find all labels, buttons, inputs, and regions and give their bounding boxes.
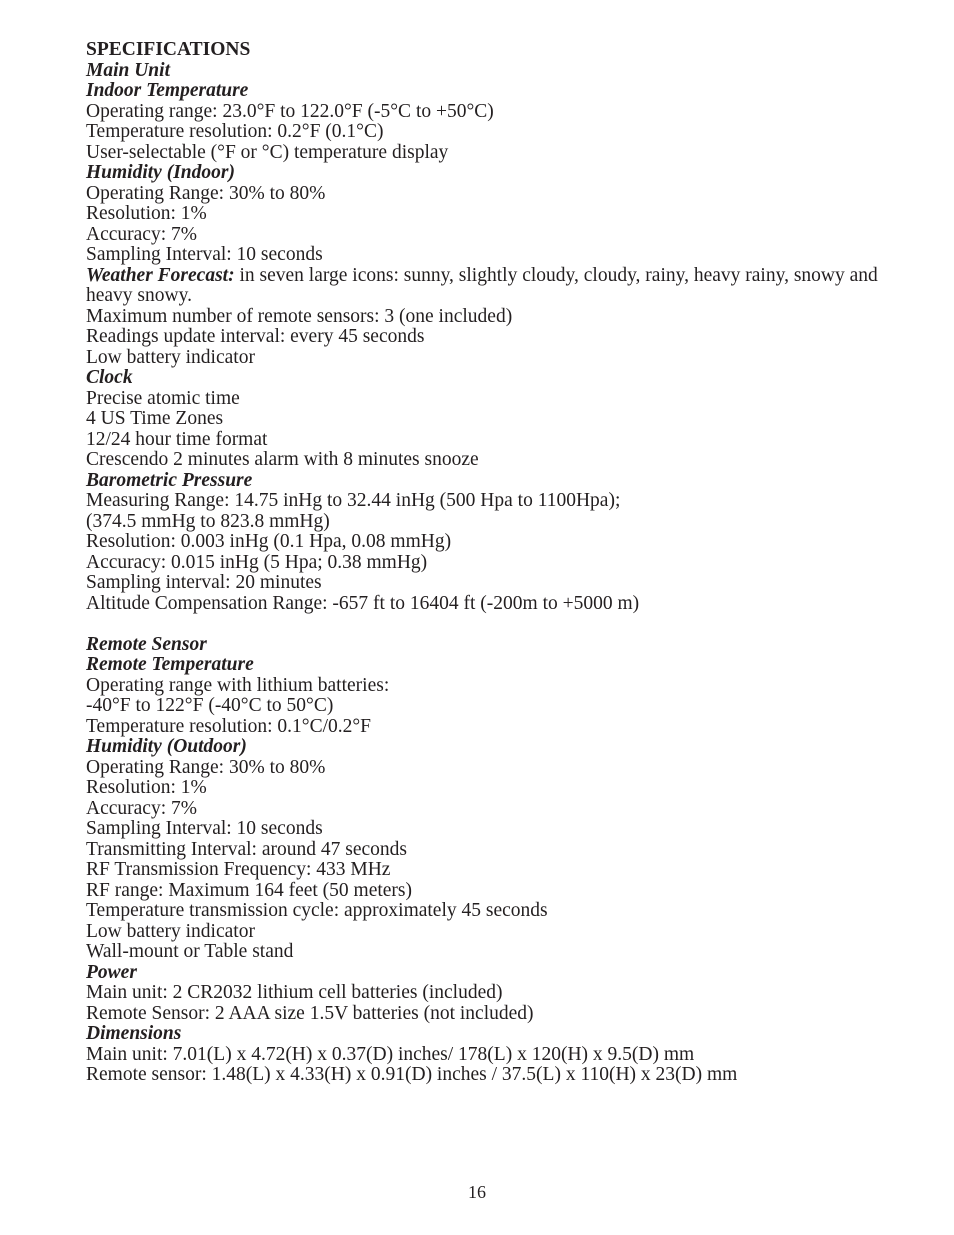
spec-line: Accuracy: 0.015 inHg (5 Hpa; 0.38 mmHg)	[86, 551, 428, 573]
spec-line: Crescendo 2 minutes alarm with 8 minutes snooze	[86, 449, 479, 470]
spec-line: Low battery indicator	[86, 920, 255, 942]
spec-line: Precise atomic time	[86, 387, 240, 409]
remote-temperature-heading: Remote Temperature	[86, 654, 254, 675]
spec-line: Operating range: 23.0°F to 122.0°F (-5°C to +50°C)	[86, 100, 494, 122]
weather-forecast-text: in seven large icons: sunny, slightly cloudy, cloudy, rainy, heavy rainy, snowy and heavy snowy.	[86, 264, 878, 306]
spec-line: Remote sensor: 1.48(L) x 4.33(H) x 0.91(D) inches / 37.5(L) x 110(H) x 23(D) mm	[86, 1064, 738, 1085]
spec-line: Operating range with lithium batteries:	[86, 674, 390, 696]
weather-forecast-label: Weather Forecast:	[86, 264, 235, 286]
spec-line: Low battery indicator	[86, 346, 255, 368]
humidity-indoor-heading: Humidity (Indoor)	[86, 162, 235, 183]
spec-line: Accuracy: 7%	[86, 223, 197, 245]
spec-line: Readings update interval: every 45 seconds	[86, 326, 425, 347]
spec-line: (374.5 mmHg to 823.8 mmHg)	[86, 510, 330, 532]
spec-line: Resolution: 1%	[86, 777, 207, 798]
spec-line: Sampling interval: 20 minutes	[86, 572, 322, 593]
spec-line: Measuring Range: 14.75 inHg to 32.44 inHg (500 Hpa to 1100Hpa);	[86, 490, 621, 511]
page-number: 16	[468, 1182, 486, 1202]
spec-line: User-selectable (°F or °C) temperature display	[86, 141, 449, 163]
spec-line: Operating Range: 30% to 80%	[86, 182, 326, 204]
spec-line: Sampling Interval: 10 seconds	[86, 244, 323, 265]
specifications-page	[86, 40, 886, 1086]
spec-line: Temperature resolution: 0.2°F (0.1°C)	[86, 121, 384, 142]
spec-line: Operating Range: 30% to 80%	[86, 756, 326, 778]
section-spacer	[86, 614, 886, 635]
remote-sensor-heading: Remote Sensor	[86, 633, 207, 655]
humidity-outdoor-heading: Humidity (Outdoor)	[86, 736, 247, 757]
spec-line: Main unit: 2 CR2032 lithium cell batteries (included)	[86, 982, 503, 1003]
page-title: SPECIFICATIONS	[86, 39, 251, 60]
spec-line: Maximum number of remote sensors: 3 (one included)	[86, 305, 513, 327]
spec-line: 4 US Time Zones	[86, 408, 224, 429]
dimensions-heading: Dimensions	[86, 1023, 182, 1044]
spec-line: -40°F to 122°F (-40°C to 50°C)	[86, 695, 334, 716]
spec-line: RF range: Maximum 164 feet (50 meters)	[86, 879, 413, 901]
clock-heading: Clock	[86, 367, 133, 388]
spec-line: Temperature transmission cycle: approximately 45 seconds	[86, 900, 548, 921]
spec-line: Transmitting Interval: around 47 seconds	[86, 838, 407, 860]
main-unit-heading: Main Unit	[86, 59, 170, 81]
spec-line: RF Transmission Frequency: 433 MHz	[86, 859, 391, 880]
spec-line: Resolution: 1%	[86, 203, 207, 224]
spec-line: Temperature resolution: 0.1°C/0.2°F	[86, 715, 372, 737]
spec-line: Main unit: 7.01(L) x 4.72(H) x 0.37(D) inches/ 178(L) x 120(H) x 9.5(D) mm	[86, 1043, 695, 1065]
weather-forecast-paragraph	[86, 266, 886, 307]
indoor-temperature-heading: Indoor Temperature	[86, 80, 249, 101]
spec-line: Remote Sensor: 2 AAA size 1.5V batteries (not included)	[86, 1002, 534, 1024]
barometric-pressure-heading: Barometric Pressure	[86, 469, 253, 491]
spec-line: 12/24 hour time format	[86, 428, 268, 450]
spec-line: Sampling Interval: 10 seconds	[86, 818, 323, 839]
spec-line: Wall-mount or Table stand	[86, 941, 294, 962]
spec-line: Altitude Compensation Range: -657 ft to 16404 ft (-200m to +5000 m)	[86, 592, 640, 614]
power-heading: Power	[86, 961, 137, 983]
spec-line: Accuracy: 7%	[86, 797, 197, 819]
spec-line: Resolution: 0.003 inHg (0.1 Hpa, 0.08 mmHg)	[86, 531, 452, 552]
